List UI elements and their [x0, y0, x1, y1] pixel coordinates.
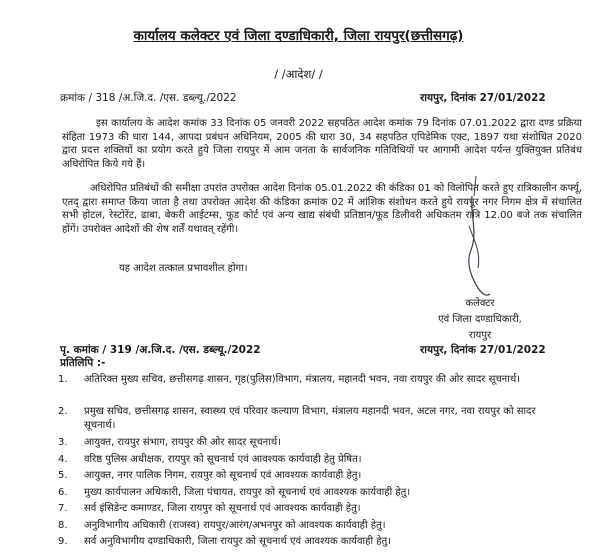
list-item-number: 4.	[58, 454, 68, 465]
list-item-number: 3.	[58, 437, 68, 448]
signatory-designation: एवं जिला दण्डाधिकारी,	[438, 314, 522, 325]
body-paragraph-2: अधिरोपित प्रतिबंधों की समीक्षा उपरांत उपरोक्त आदेश दिनांक 05.01.2022 की कंडिका 01 को विलोपित करते हुए रात्रिकालीन कर्फ्यू, एतद् द्वारा समाप्त किया जाता है तथा उपरोक्त आदेश की कंडिका क्रमांक 02 में आंशिक संशोधन करते हुये रायपुर नगर निगम क्षेत्र में संचालित सभी होटल, रेस्टोरेंट, ढाबा, बेकरी आईटम्स, फूड कोर्ट एवं अन्य खाद्य संबंधी प्रतिष्ठान/फूड डिलीवरी अधिकतम रात्रि 12.00 बजे तक संचालित होंगें। उपरोक्त आदेशों की शेष शर्तें यथावत् रहेंगी।	[62, 183, 582, 235]
list-item-number: 6.	[58, 487, 68, 498]
endorsement-number: पृ. कमांक / 319 /अ.जि.द. /एस. डब्ल्यू./2022	[60, 344, 261, 356]
list-item-text: अतिरिक्त मुख्य सचिव, छत्तीसगढ़ शासन, गृह(पुलिस)विभाग, मंत्रालय, महानदी भवन, नवा रायपुर की ओर सादर सूचनार्थ।	[84, 374, 520, 385]
list-item-text: वरिष्ठ पुलिस अधीक्षक, रायपुर को सूचनार्थ एवं आवश्यक कार्यवाही हेतु प्रेषित।	[84, 454, 362, 465]
list-item-text: सर्व इंसिडेन्ट कमाण्डर, जिला रायपुर को सूचनार्थ एवं आवश्यक कार्यवाही हेतु।	[84, 503, 361, 514]
copy-to-label: प्रतिलिपि :-	[60, 357, 106, 369]
body-paragraph-1: इस कार्यालय के आदेश कमांक 33 दिनांक 05 जनवरी 2022 सहपठित आदेश कमांक 79 दिनांक 07.01.2022 द्वारा दण्ड प्रक्रिया संहिता 1973 की धारा 144, आपदा प्रबंधन अधिनियम, 2005 की धारा 30, 34 सहपठित एपिडेमिक एक्ट, 1897 यथा संशोधित 2020 द्वारा प्रदत्त शक्तियों का प्रयोग करते हुये जिला रायपुर में आम जनता के सार्वजनिक गतिविधियों पर आगामी आदेश पर्यन्त युक्तियुक्त प्रतिबंध अधिरोपित किये गये हैं।	[62, 118, 582, 170]
list-item-number: 8.	[58, 520, 68, 531]
order-label: / /आदेश/ /	[274, 67, 323, 81]
list-item-text: प्रमुख सचिव, छत्तीसगढ़ शासन, स्वास्थ्य एवं परिवार कल्याण विभाग, मंत्रालय महानदी भवन, अटल नगर, नवा रायपुर को सादर सूचनार्थ।	[84, 406, 536, 431]
list-item-number: 2.	[58, 406, 68, 417]
office-title: कार्यालय कलेक्टर एवं जिला दण्डाधिकारी, जिला रायपुर(छत्तीसगढ़)	[133, 28, 464, 44]
order-reference-number: क्रमांक / 318 /अ.जि.द. /एस. डब्ल्यू./2022	[60, 92, 237, 104]
endorsement-date: रायपुर, दिनांक 27/01/2022	[420, 344, 546, 356]
list-item-number: 9.	[58, 536, 68, 547]
order-date: रायपुर, दिनांक 27/01/2022	[420, 92, 546, 104]
list-item-text: आयुक्त, नगर पालिक निगम, रायपुर को सूचनार्थ एवं आवश्यक कार्यवाही हेतु।	[84, 470, 362, 481]
list-item-number: 7.	[58, 503, 68, 514]
signatory-title: कलेक्टर	[465, 298, 495, 309]
list-item-number: 1.	[58, 374, 68, 385]
list-item-text: अनुविभागीय अधिकारी (राजस्व) रायपुर/आरंग/अभनपुर को आवश्यक कार्यवाही हेतु।	[84, 520, 386, 531]
body-paragraph-3: यह आदेश तत्काल प्रभावशील होगा।	[119, 263, 248, 274]
list-item-text: आयुक्त, रायपुर संभाग, रायपुर की ओर सादर सूचनार्थ।	[84, 437, 281, 448]
list-item-text: मुख्य कार्यपालन अधिकारी, जिला पंचायत, रायपुर को सूचनार्थ एवं आवश्यक कार्यवाही हेतु।	[84, 487, 411, 498]
list-item-text: सर्व अनुविभागीय दण्डाधिकारी, जिला रायपुर को सूचनार्थ एवं आवश्यक कार्यवाही हेतु।	[84, 536, 392, 547]
list-item-number: 5.	[58, 470, 68, 481]
signatory-location: रायपुर	[468, 330, 492, 341]
